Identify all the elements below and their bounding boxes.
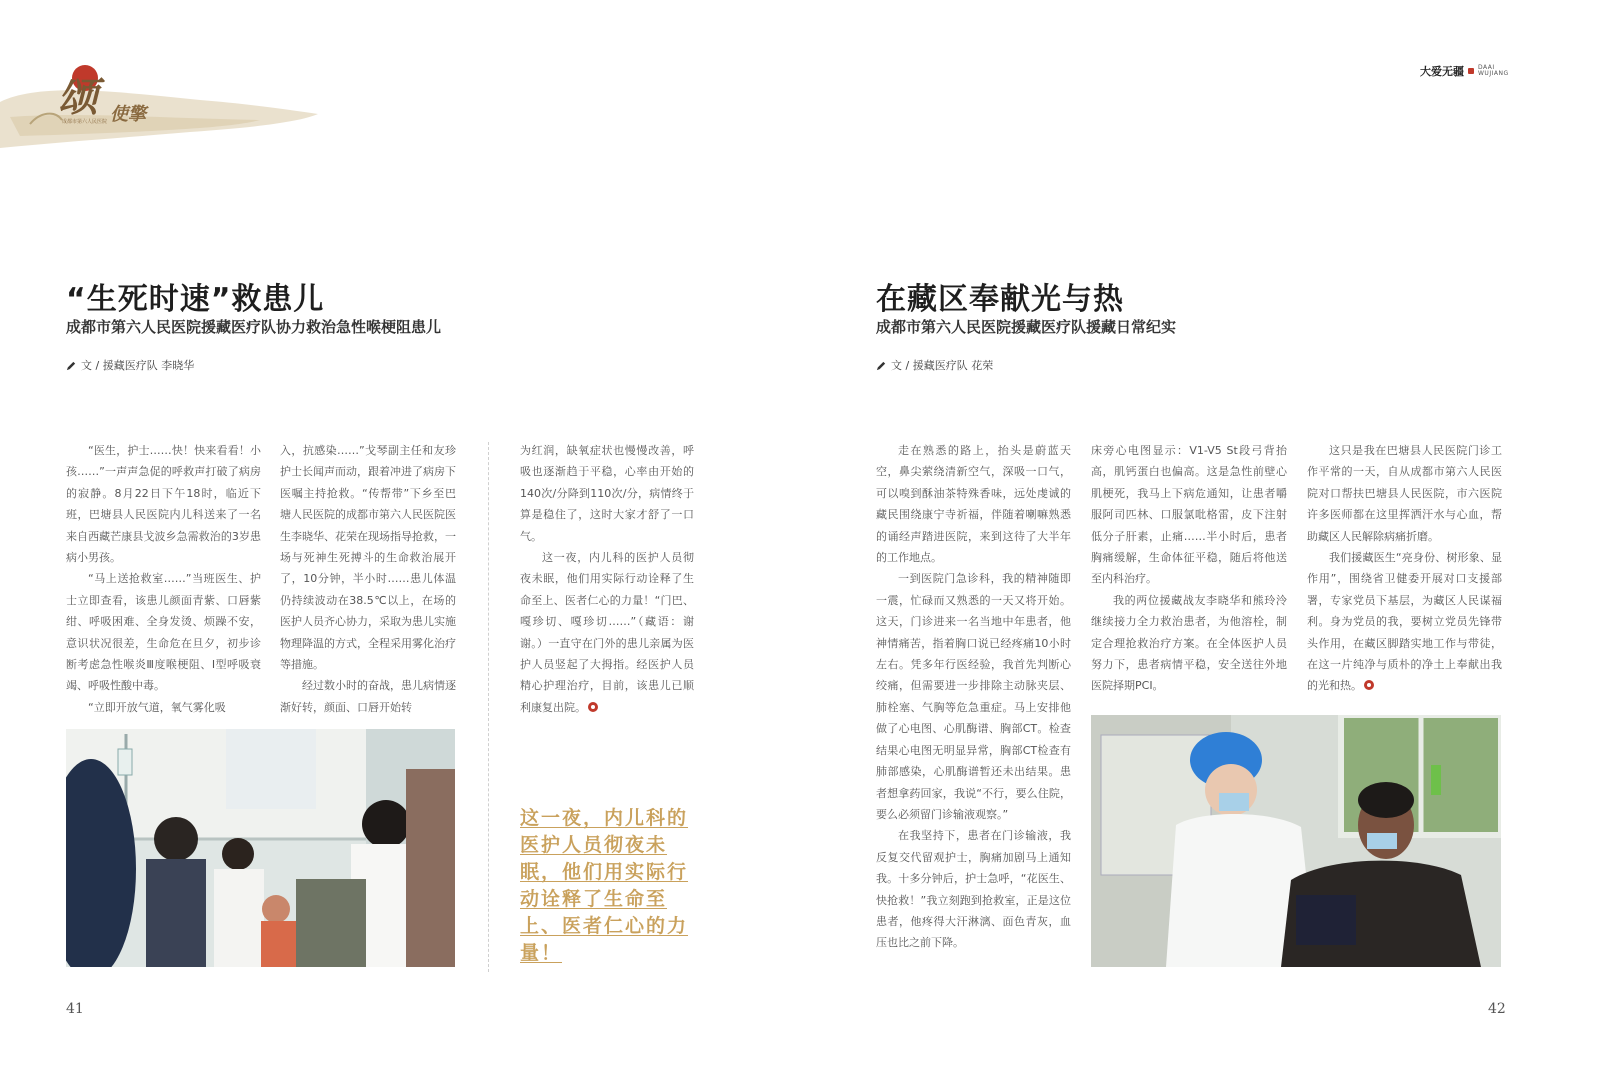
paragraph: “立即开放气道，氧气雾化吸 [88, 700, 226, 714]
brush-stroke-graphic [0, 62, 320, 152]
paragraph: “马上送抢救室……”当班医生、护士立即查看，该患儿颜面青紫、口唇紫绀、呼吸困难、全身发烫、烦躁不安，意识状况很差，生命危在旦夕，初步诊断考虑急性喉炎Ⅲ度喉梗阻、Ⅰ型呼吸衰竭、呼吸性酸中毒。 [66, 572, 261, 693]
paragraph [520, 547, 694, 718]
paragraph: “医生，护士……快！快来看看！小孩……”一声声急促的呼救声打破了病房的寂静。8月22日下午18时，临近下班，巴塘县人民医院内儿科送来了一名来自西藏芒康县戈波乡急需救治的3岁患病小男孩。 [66, 444, 261, 565]
magazine-brand [1420, 63, 1508, 79]
paragraph: 入，抗感染……”戈琴副主任和友珍护士长闻声而动，跟着冲进了病房下医嘱主持抢救。“传帮带”下乡至巴塘人民医院的成都市第六人民医院医生李晓华、花荣在现场指导抢救，一场与死神生死搏斗的生命救治展开了，10分钟，半小时……患儿体温仍持续波动在38.5℃以上，在场的医护人员齐心协力，采取为患儿实施物理降温的方式，全程采用雾化治疗等措施。 [280, 444, 456, 672]
photo-illustration [1091, 715, 1501, 967]
right-article-title: 在藏区奉献光与热 [876, 282, 1124, 317]
paragraph: 我的两位援藏战友李晓华和熊玲泠继续接力全力救治患者，为他溶栓，制定合理抢救治疗方案。在全体医护人员努力下，患者病情平稳，安全送往外地医院择期PCI。 [1091, 593, 1287, 693]
left-column-3 [520, 440, 694, 718]
right-article-byline [876, 357, 993, 373]
paragraph: 这只是我在巴塘县人民医院门诊工作平常的一天，自从成都市第六人民医院对口帮扶巴塘县人民医院，市六医院许多医师都在这里挥洒汗水与心血，帮助藏区人民解除病痛折磨。 [1307, 444, 1502, 543]
pen-icon [876, 360, 887, 371]
photo-illustration [66, 729, 455, 967]
right-byline-text: 文 / 援藏医疗队 花荣 [891, 359, 994, 372]
page-number-left: 41 [66, 1001, 84, 1017]
left-article-byline [66, 357, 194, 373]
page-number-right: 42 [1488, 1001, 1506, 1017]
photo-doctors-treating-child [66, 729, 455, 967]
paragraph: 一到医院门急诊科，我的精神随即一震，忙碌而又熟悉的一天又将开始。这天，门诊进来一名当地中年患者，他神情痛苦，指着胸口说已经疼痛10小时左右。凭多年行医经验，我首先判断心绞痛，但需要进一步排除主动脉夹层、肺栓塞、气胸等危急重症。马上安排他做了心电图、心肌酶谱、胸部CT。检查结果心电图无明显异常，胸部CT检查有肺部感染，心肌酶谱暂还未出结果。患者想拿药回家，我说“不行，要么住院，要么必须留门诊输液观察。” [876, 572, 1071, 821]
paragraph: 在我坚持下，患者在门诊输液，我反复交代留观护士，胸痛加剧马上通知我。十多分钟后，护士急呼，“花医生、快抢救！”我立刻跑到抢救室，正是这位患者，他疼得大汗淋漓、面色青灰，血压也比之前下降。 [876, 829, 1071, 950]
paragraph: 走在熟悉的路上，抬头是蔚蓝天空，鼻尖萦绕清新空气，深吸一口气，可以嗅到酥油茶特殊香味，远处虔诚的藏民围绕康宁寺祈福，伴随着喇嘛熟悉的诵经声踏进医院，来到这待了大半年的工作地点。 [876, 444, 1071, 565]
paragraph: 床旁心电图显示：V1-V5 St段弓背抬高，肌钙蛋白也偏高。这是急性前壁心肌梗死，我马上下病危通知，让患者嚼服阿司匹林、口服氯吡格雷，皮下注射低分子肝素，止痛……半小时后，患者胸痛缓解，生命体征平稳，随后将他送至内科治疗。 [1091, 444, 1287, 586]
left-article-subtitle: 成都市第六人民医院援藏医疗队协力救治急性喉梗阻患儿 [66, 318, 442, 336]
right-column-2 [1091, 440, 1287, 697]
pen-icon [66, 360, 77, 371]
brand-title: 大爱无疆 [1420, 65, 1464, 78]
left-article-title: “生死时速”救患儿 [66, 282, 325, 317]
paragraph: 经过数小时的奋战，患儿病情逐渐好转，颜面、口唇开始转 [280, 679, 456, 714]
section-logo [0, 62, 320, 152]
left-byline-text: 文 / 援藏医疗队 李晓华 [81, 359, 195, 372]
article-end-icon [588, 702, 598, 712]
paragraph-text: 我们援藏医生“亮身份、树形象、显作用”，围绕省卫健委开展对口支援部署，专家党员下基层，为藏区人民谋福利。身为党员的我，要树立党员先锋带头作用，在藏区脚踏实地工作与带徒，在这一片纯净与质朴的净土上奉献出我的光和热。 [1307, 551, 1502, 693]
left-column-2 [280, 440, 456, 718]
brand-pinyin: DAAI WUJIANG [1478, 64, 1509, 77]
pull-quote [520, 805, 695, 967]
paragraph [1307, 547, 1502, 697]
paragraph-text: 这一夜，内儿科的医护人员彻夜未眠，他们用实际行动诠释了生命至上、医者仁心的力量！“门巴、嘎珍切、嘎珍切……”（藏语：谢谢。）一直守在门外的患儿亲属为医护人员竖起了大拇指。经医护人员精心护理治疗，目前，该患儿已顺利康复出院。 [520, 551, 694, 714]
section-char-small: 使擎 [110, 104, 146, 125]
column-divider [488, 442, 489, 972]
article-end-icon [1364, 680, 1374, 690]
left-column-1 [66, 440, 261, 718]
photo-doctor-examining-patient [1091, 715, 1501, 967]
right-column-1 [876, 440, 1071, 954]
right-article-subtitle: 成都市第六人民医院援藏医疗队援藏日常纪实 [876, 318, 1177, 336]
section-tiny-text: 成都市第六人民医院 [62, 119, 108, 125]
pull-quote-text: 这一夜，内儿科的医护人员彻夜未眠，他们用实际行动诠释了生命至上、医者仁心的力量！ [520, 807, 689, 964]
section-char-big: 颂 [58, 74, 98, 121]
paragraph: 为红润，缺氧症状也慢慢改善，呼吸也逐渐趋于平稳，心率由开始的140次/分降到110次/分，病情终于算是稳住了，这时大家才舒了一口气。 [520, 444, 694, 543]
right-column-3 [1307, 440, 1502, 697]
brand-dot-icon [1468, 68, 1474, 74]
